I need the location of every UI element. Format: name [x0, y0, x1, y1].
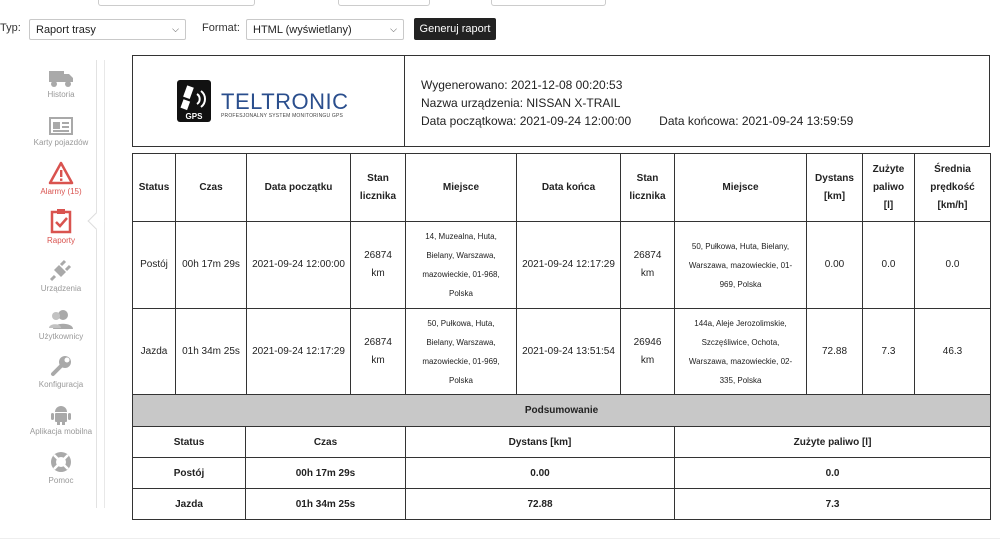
cell-predkosc: 46.3 — [915, 309, 991, 396]
cell-czas: 01h 34m 25s — [176, 309, 247, 396]
sidebar-item-alarmy[interactable] — [24, 161, 98, 196]
sidebar-item-historia[interactable] — [24, 68, 98, 99]
col-stan-licznika-end: Stan licznika — [621, 154, 675, 222]
sidebar-item-label: Urządzenia — [40, 284, 82, 293]
report-toolbar — [0, 18, 520, 42]
cell-dystans: 72.88 — [807, 309, 863, 396]
cell-miejsce-end: 50, Pułkowa, Huta, Bielany, Warszawa, mazowieckie, 01- 969, Polska — [675, 222, 807, 309]
format-select-value: HTML (wyświetlany) — [253, 24, 352, 36]
col-miejsce-end: Miejsce — [675, 154, 807, 222]
android-icon — [50, 403, 72, 425]
footer-divider — [0, 538, 1000, 539]
summary-header-row — [133, 427, 991, 458]
table-header-row — [133, 154, 991, 222]
cell-data-konca: 2021-09-24 13:51:54 — [517, 309, 621, 396]
sidebar-item-label: Raporty — [46, 236, 75, 245]
top-stub-1[interactable] — [98, 0, 255, 6]
summary-cell-paliwo: 7.3 — [675, 489, 991, 520]
cell-paliwo: 7.3 — [863, 309, 915, 396]
cell-miejsce-end: 144a, Aleje Jerozolimskie, Szczęśliwice, Ochota, Warszawa, mazowieckie, 02- 335, Polska — [675, 309, 807, 396]
table-row — [133, 222, 991, 309]
col-predkosc: Średnia prędkość [km/h] — [915, 154, 991, 222]
col-stan-licznika-start: Stan licznika — [351, 154, 406, 222]
sidebar-item-aplikacja-mobilna[interactable] — [24, 403, 98, 436]
top-stub-2[interactable] — [338, 0, 430, 6]
logo-gps-badge: GPS — [185, 112, 203, 121]
sidebar-item-label: Historia — [47, 90, 75, 99]
sidebar-item-pomoc[interactable] — [24, 450, 98, 485]
summary-title-row — [133, 395, 991, 427]
chevron-down-icon: ⌵ — [390, 24, 397, 34]
summary-table — [132, 394, 991, 520]
cell-data-poczatku: 2021-09-24 12:17:29 — [247, 309, 351, 396]
table-row — [133, 489, 991, 520]
col-data-konca: Data końca — [517, 154, 621, 222]
date-range — [421, 112, 853, 130]
summary-cell-status: Postój — [133, 458, 246, 489]
sidebar-item-konfiguracja[interactable] — [24, 354, 98, 389]
summary-cell-paliwo: 0.0 — [675, 458, 991, 489]
col-czas: Czas — [176, 154, 247, 222]
cell-dystans: 0.00 — [807, 222, 863, 309]
cell-miejsce-start: 50, Pułkowa, Huta, Bielany, Warszawa, mazowieckie, 01-969, Polska — [406, 309, 517, 396]
lifebuoy-icon — [49, 450, 73, 474]
summary-cell-dystans: 0.00 — [406, 458, 675, 489]
summary-col-dystans: Dystans [km] — [406, 427, 675, 458]
cell-stan-end: 26874 km — [621, 222, 675, 309]
cell-czas: 00h 17m 29s — [176, 222, 247, 309]
generate-report-button[interactable]: Generuj raport — [414, 18, 496, 40]
device-name: Nazwa urządzenia: NISSAN X-TRAIL — [421, 96, 621, 110]
summary-cell-dystans: 72.88 — [406, 489, 675, 520]
summary-col-czas: Czas — [246, 427, 406, 458]
type-select-value: Raport trasy — [36, 24, 96, 36]
sidebar — [18, 60, 104, 508]
warning-icon — [48, 161, 74, 185]
report-info — [421, 76, 853, 130]
format-select[interactable] — [246, 19, 404, 40]
teltronic-logo-icon — [177, 80, 217, 122]
route-report-table — [132, 153, 991, 396]
end-date: Data końcowa: 2021-09-24 13:59:59 — [659, 114, 854, 128]
sidebar-item-raporty[interactable] — [24, 208, 98, 245]
summary-col-status: Status — [133, 427, 246, 458]
format-label: Format: — [202, 22, 240, 34]
cell-stan-end: 26946 km — [621, 309, 675, 396]
table-row — [133, 458, 991, 489]
table-row — [133, 309, 991, 396]
sidebar-item-label: Pomoc — [48, 476, 74, 485]
sidebar-item-uzytkownicy[interactable] — [24, 308, 98, 341]
summary-title: Podsumowanie — [133, 395, 991, 427]
wrench-icon — [49, 354, 73, 378]
summary-col-paliwo: Zużyte paliwo [l] — [675, 427, 991, 458]
chevron-down-icon: ⌵ — [172, 24, 179, 34]
cell-predkosc: 0.0 — [915, 222, 991, 309]
cell-status: Postój — [133, 222, 176, 309]
report-header — [132, 55, 990, 147]
sidebar-item-label: Alarmy (15) — [40, 187, 82, 196]
col-data-poczatku: Data początku — [247, 154, 351, 222]
logo-cell — [133, 56, 405, 146]
cell-paliwo: 0.0 — [863, 222, 915, 309]
cell-data-poczatku: 2021-09-24 12:00:00 — [247, 222, 351, 309]
cell-miejsce-start: 14, Muzealna, Huta, Bielany, Warszawa, mazowieckie, 01-968, Polska — [406, 222, 517, 309]
summary-cell-czas: 01h 34m 25s — [246, 489, 406, 520]
cell-stan-start: 26874 km — [351, 222, 406, 309]
sidebar-item-label: Karty pojazdów — [33, 138, 89, 147]
logo-text: TELTRONIC — [221, 89, 349, 114]
clipboard-check-icon — [49, 208, 73, 234]
summary-cell-czas: 00h 17m 29s — [246, 458, 406, 489]
col-status: Status — [133, 154, 176, 222]
truck-icon — [48, 68, 74, 88]
sidebar-item-label: Konfiguracja — [38, 380, 84, 389]
sidebar-item-karty-pojazdow[interactable] — [24, 116, 98, 147]
generated-at: Wygenerowano: 2021-12-08 00:20:53 — [421, 78, 623, 92]
col-miejsce-start: Miejsce — [406, 154, 517, 222]
cell-stan-start: 26874 km — [351, 309, 406, 396]
top-stub-3[interactable] — [491, 0, 606, 6]
type-label: Typ: — [0, 22, 21, 34]
type-select[interactable] — [29, 19, 186, 40]
start-date: Data początkowa: 2021-09-24 12:00:00 — [421, 114, 632, 128]
logo-subtitle: PROFESJONALNY SYSTEM MONITORINGU GPS — [221, 113, 344, 119]
cell-status: Jazda — [133, 309, 176, 396]
summary-cell-status: Jazda — [133, 489, 246, 520]
cell-data-konca: 2021-09-24 12:17:29 — [517, 222, 621, 309]
vehicle-card-icon — [49, 116, 73, 136]
col-paliwo: Zużyte paliwo [l] — [863, 154, 915, 222]
sidebar-divider-outer — [104, 60, 105, 508]
users-icon — [48, 308, 74, 330]
sidebar-item-urzadzenia[interactable] — [24, 258, 98, 293]
sidebar-item-label: Użytkownicy — [38, 332, 84, 341]
plug-icon — [49, 258, 73, 282]
sidebar-item-label: Aplikacja mobilna — [29, 427, 93, 436]
col-dystans: Dystans [km] — [807, 154, 863, 222]
